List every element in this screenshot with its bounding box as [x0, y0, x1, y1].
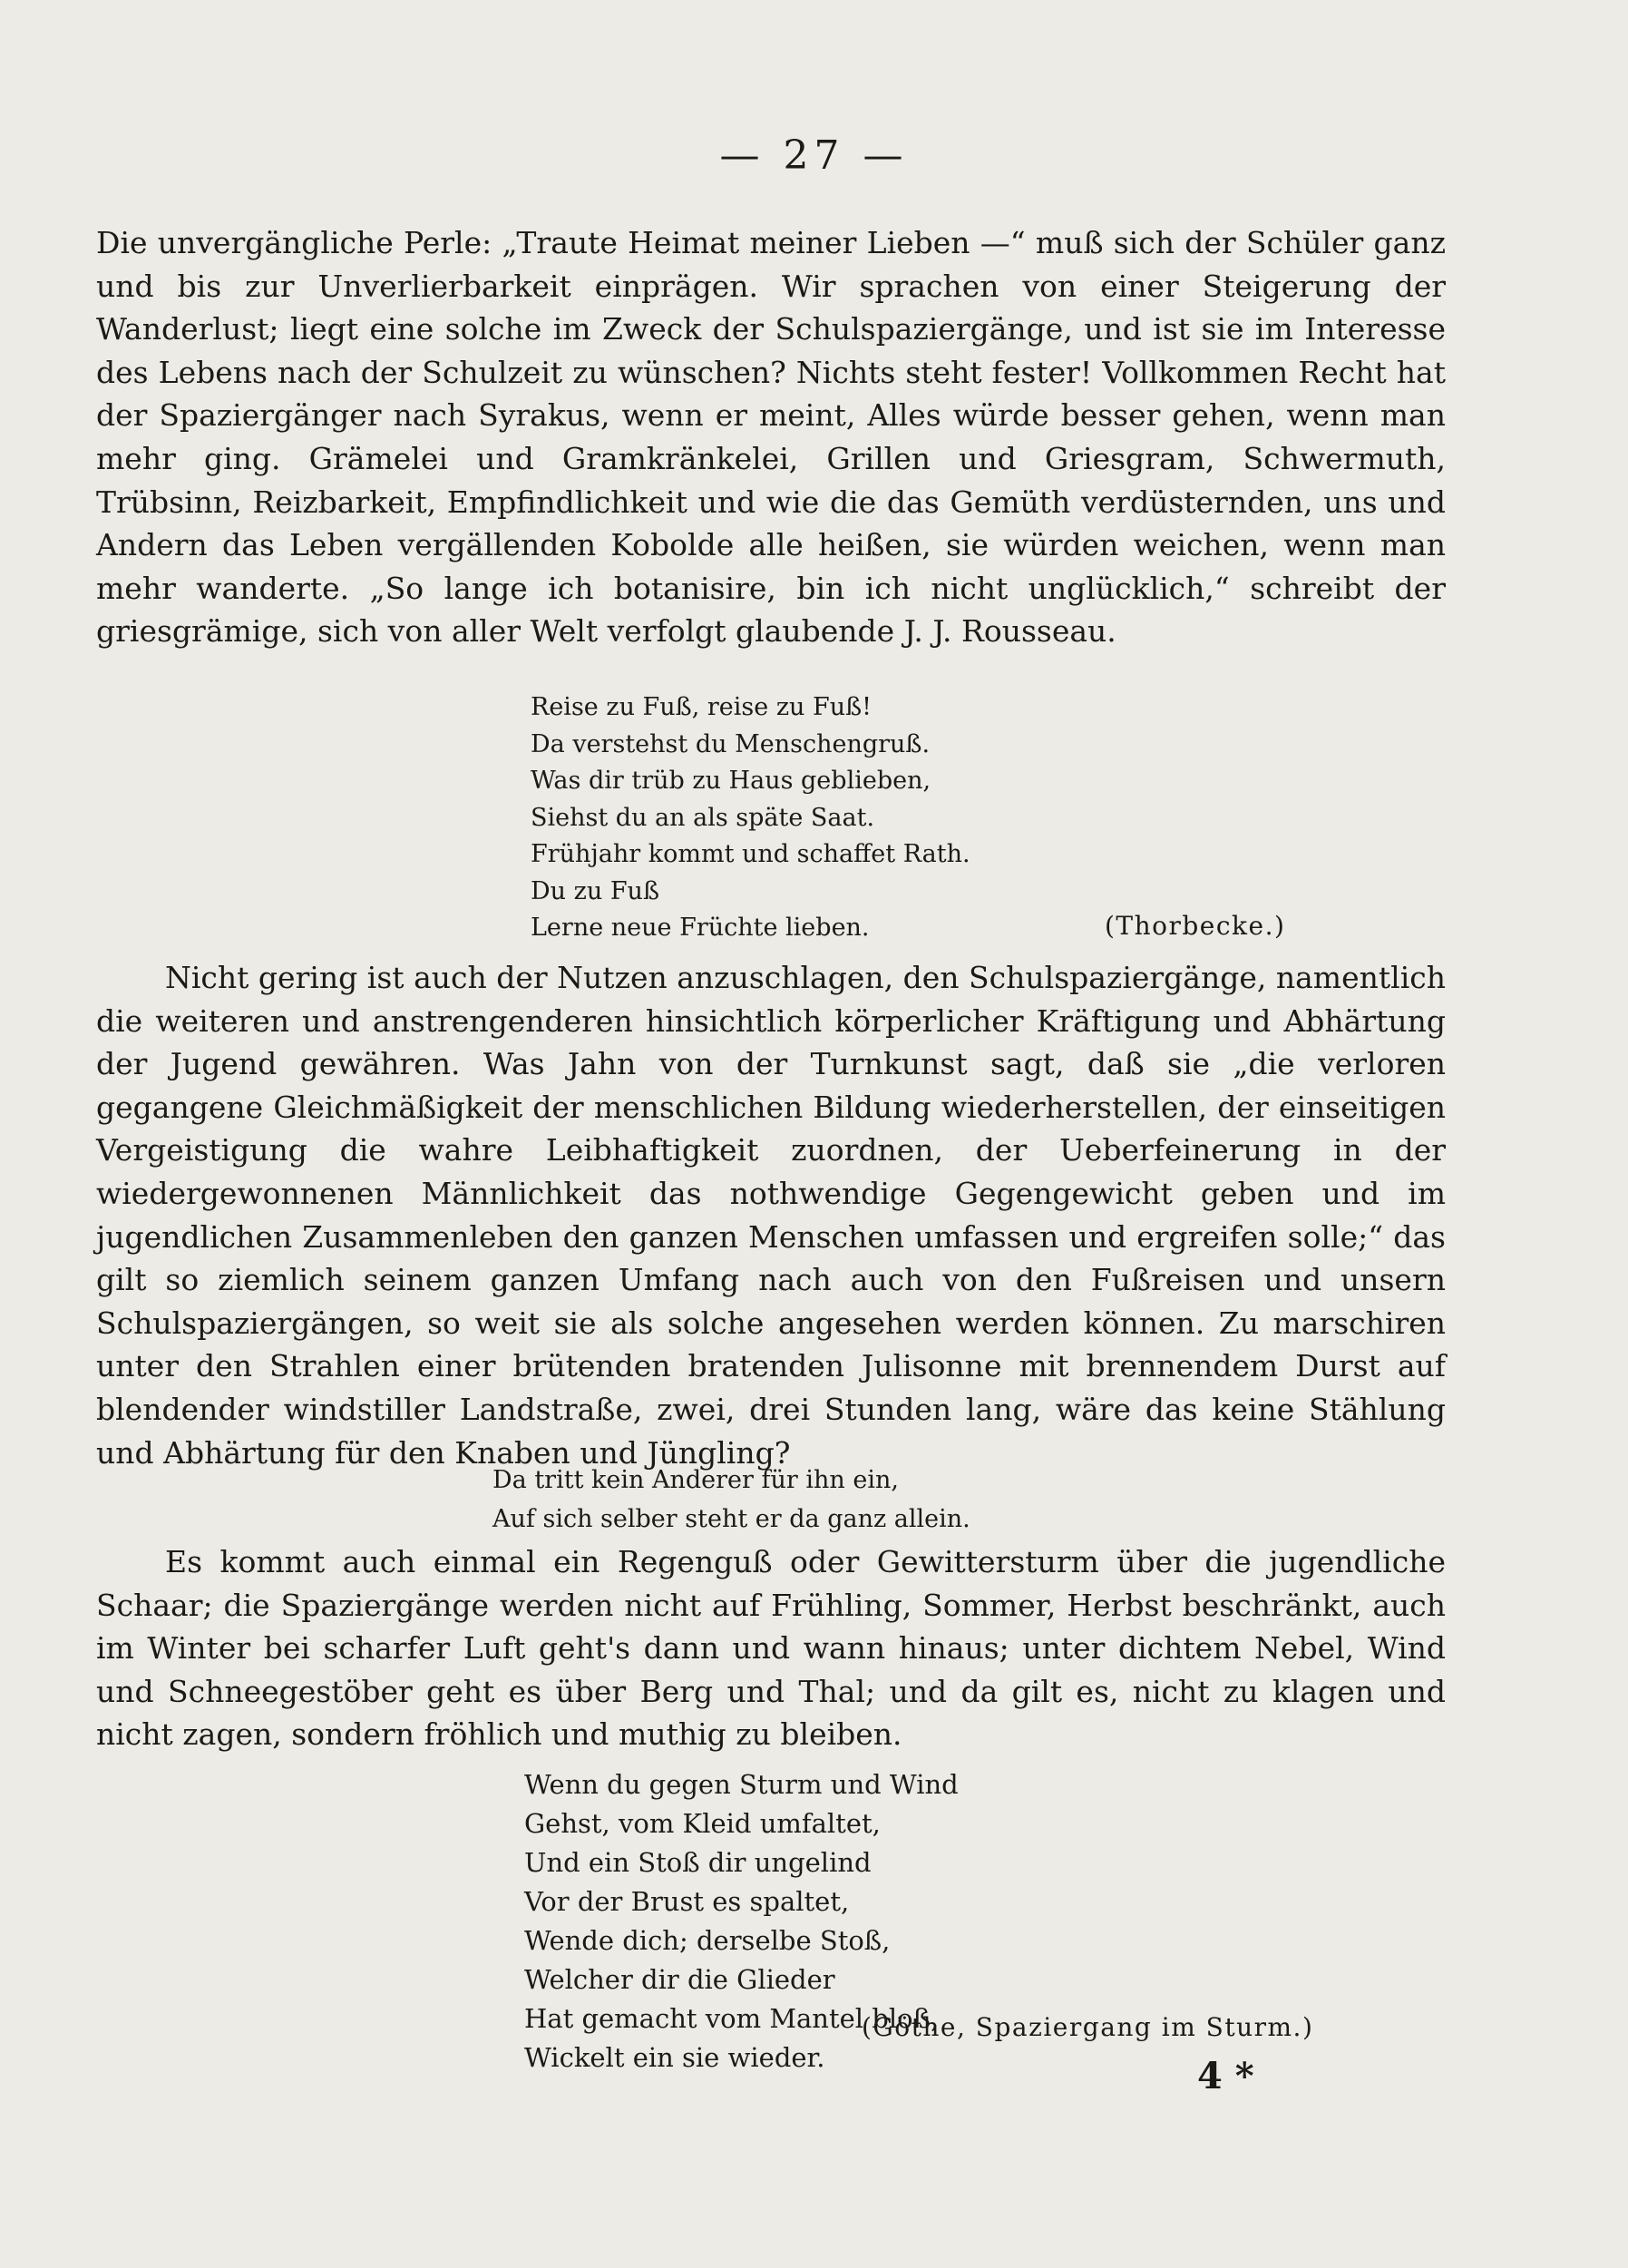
poem-2	[492, 1461, 970, 1539]
poem-1-line: Da verstehst du Menschengruß.	[531, 729, 931, 758]
paragraph-3: Es kommt auch einmal ein Regenguß oder Gewittersturm über die jugendliche Schaar; die Spaziergänge werden nicht auf Frühling, Sommer, Herbst beschränkt, auch im Winter bei scharfer Luft geht's dann und wann hinaus; unter dichtem Nebel, Wind und Schneegestöber geht es über Berg und Thal; und da gilt es, nicht zu klagen und nicht zagen, sondern fröhlich und muthig zu bleiben.	[96, 1544, 1446, 1753]
poem-3-line: Wickelt ein sie wieder.	[524, 2042, 825, 2073]
sheet-signature-mark: 4 *	[1197, 2055, 1254, 2097]
poem-3-line: Wenn du gegen Sturm und Wind	[524, 1769, 959, 1800]
poem-1-line: Frühjahr kommt und schaffet Rath.	[531, 840, 970, 868]
poem-1-line: Lerne neue Früchte lieben.	[531, 914, 870, 942]
paragraph-2: Nicht gering ist auch der Nutzen anzuschlagen, den Schulspaziergänge, namentlich die weiteren und anstrengenderen hinsichtlich körperlicher Kräftigung und Abhärtung der Jugend gewähren. Was Jahn von der Turnkunst sagt, daß sie „die verloren gegangene Gleichmäßigkeit der menschlichen Bildung wiederherstellen, der einseitigen Vergeistigung die wahre Leibhaftigkeit zuordnen, der Ueberfeinerung in der wiedergewonnenen Männlichkeit das nothwendige Gegengewicht geben und im jugendlichen Zusammenleben den ganzen Menschen umfassen und ergreifen solle;“ das gilt so ziemlich seinem ganzen Umfang nach auch von den Fußreisen und unsern Schulspaziergängen, so weit sie als solche angesehen werden können. Zu marschiren unter den Strahlen einer brütenden bratenden Julisonne mit brennendem Durst auf blendender windstiller Landstraße, zwei, drei Stunden lang, wäre das keine Stählung und Abhärtung für den Knaben und Jüngling?	[96, 960, 1446, 1471]
poem-3-attribution: (Göthe, Spaziergang im Sturm.)	[862, 2012, 1314, 2042]
poem-3-line: Hat gemacht vom Mantel bloß,	[524, 2003, 940, 2034]
poem-3-line: Vor der Brust es spaltet,	[524, 1886, 850, 1917]
poem-1-attribution: (Thorbecke.)	[1105, 911, 1286, 941]
poem-1-line: Was dir trüb zu Haus geblieben,	[531, 767, 931, 795]
poem-2-line: Auf sich selber steht er da ganz allein.	[492, 1505, 970, 1533]
poem-3-line: Wende dich; derselbe Stoß,	[524, 1925, 891, 1956]
poem-1-line: Siehst du an als späte Saat.	[531, 803, 875, 832]
poem-1-line: Du zu Fuß	[531, 876, 659, 905]
poem-2-line: Da tritt kein Anderer für ihn ein,	[492, 1466, 899, 1494]
poem-1-line: Reise zu Fuß, reise zu Fuß!	[531, 693, 872, 721]
paragraph-2-block	[96, 956, 1446, 1474]
poem-3-line: Gehst, vom Kleid umfaltet,	[524, 1808, 881, 1839]
paragraph-1-block	[96, 221, 1446, 653]
poem-3-line: Welcher dir die Glieder	[524, 1964, 835, 1995]
poem-1	[531, 689, 970, 947]
page-number: — 27 —	[719, 132, 909, 179]
paragraph-1: Die unvergängliche Perle: „Traute Heimat meiner Lieben —“ muß sich der Schüler ganz und bis zur Unverlierbarkeit einprägen. Wir sprachen von einer Steigerung der Wanderlust; liegt eine solche im Zweck der Schulspaziergänge, und ist sie im Interesse des Lebens nach der Schulzeit zu wünschen? Nichts steht fester! Vollkommen Recht hat der Spaziergänger nach Syrakus, wenn er meint, Alles würde besser gehen, wenn man mehr ging. Grämelei und Gramkränkelei, Grillen und Griesgram, Schwermuth, Trübsinn, Reizbarkeit, Empfindlichkeit und wie die das Gemüth verdüsternden, uns und Andern das Leben vergällenden Kobolde alle heißen, sie würden weichen, wenn man mehr wanderte. „So lange ich botanisire, bin ich nicht unglücklich,“ schreibt der griesgrämige, sich von aller Welt verfolgt glaubende J. J. Rousseau.	[96, 225, 1446, 650]
paragraph-3-block	[96, 1540, 1446, 1756]
poem-3-line: Und ein Stoß dir ungelind	[524, 1847, 872, 1878]
